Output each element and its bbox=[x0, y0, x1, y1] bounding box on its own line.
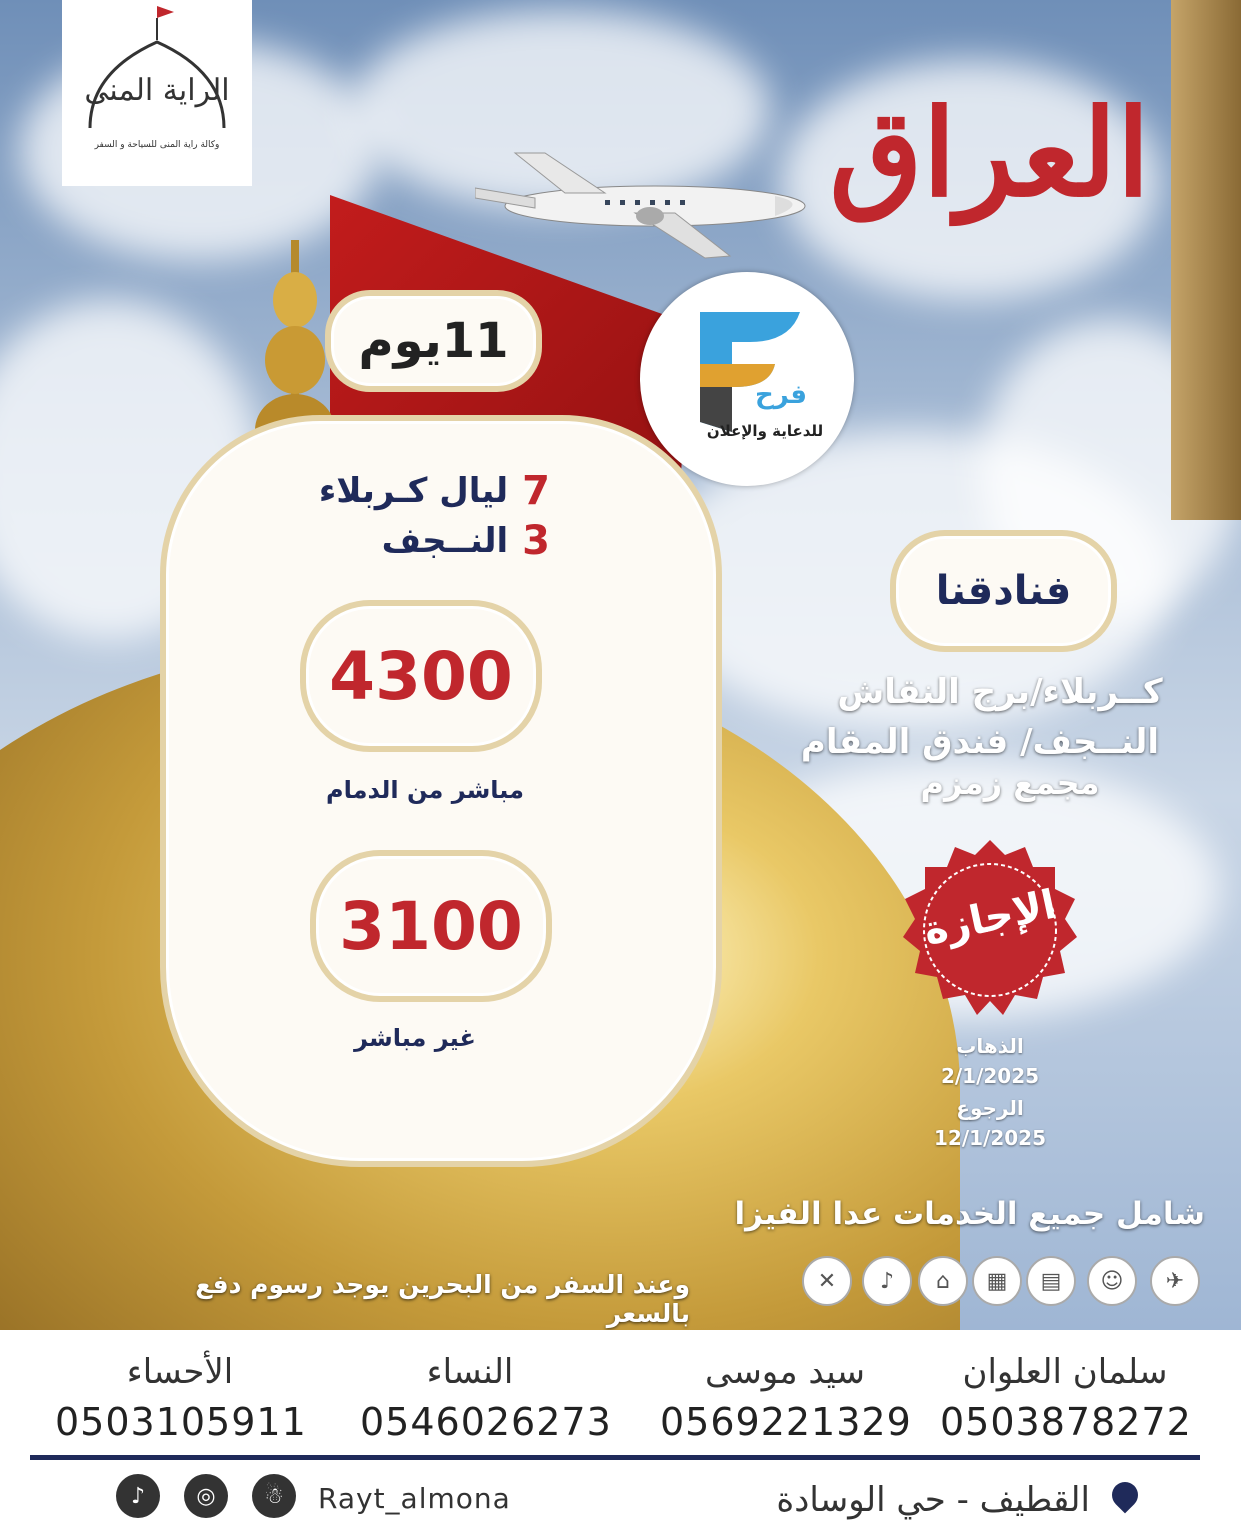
contact-phone[interactable]: 0569221329 bbox=[660, 1400, 912, 1444]
letter-f-icon bbox=[640, 272, 854, 486]
hotel-line: مجمع زمزم bbox=[920, 764, 1100, 802]
hotel-line: النــجف/ فندق المقام bbox=[800, 722, 1160, 762]
divider-line bbox=[30, 1455, 1200, 1460]
snapchat-icon[interactable]: ☃ bbox=[252, 1474, 296, 1518]
nights-list bbox=[290, 468, 550, 564]
return-label: الرجوع bbox=[956, 1096, 1024, 1120]
price-label: غير مباشر bbox=[354, 1024, 476, 1052]
return-date: 12/1/2025 bbox=[933, 1126, 1047, 1150]
contact-name: النساء bbox=[426, 1352, 514, 1392]
location-text: القطيف - حي الوسادة bbox=[776, 1480, 1090, 1520]
meal-icon: ✕ bbox=[802, 1256, 852, 1306]
contact-name: سلمان العلوان bbox=[962, 1352, 1168, 1392]
contact-phone[interactable]: 0503878272 bbox=[940, 1400, 1192, 1444]
duration-badge bbox=[325, 290, 542, 392]
contact-name: الأحساء bbox=[126, 1352, 234, 1392]
price-amount: 4300 bbox=[329, 637, 513, 715]
document-icon: ▤ bbox=[1026, 1256, 1076, 1306]
building-icon: ▦ bbox=[972, 1256, 1022, 1306]
tiktok-icon[interactable]: ♪ bbox=[116, 1474, 160, 1518]
destination-title: العراق bbox=[829, 83, 1150, 224]
nights-label: ليال كـربلاء bbox=[318, 471, 509, 511]
hotels-heading: فنادقنا bbox=[935, 568, 1072, 614]
nights-label: النــجف bbox=[381, 521, 509, 561]
price-amount: 3100 bbox=[339, 887, 523, 965]
social-handle[interactable]: Rayt_almona bbox=[318, 1482, 511, 1515]
services-text: شامل جميع الخدمات عدا الفيزا bbox=[734, 1196, 1205, 1232]
bahrain-note: وعند السفر من البحرين يوجد رسوم دفع بالسعر bbox=[195, 1270, 690, 1328]
tower-edge bbox=[1171, 0, 1241, 520]
partner-logo bbox=[640, 272, 854, 486]
trip-dates bbox=[900, 1034, 1080, 1150]
holiday-badge-text: الإجازة bbox=[919, 881, 1061, 955]
hotels-list bbox=[760, 672, 1200, 802]
departure-label: الذهاب bbox=[956, 1034, 1024, 1058]
nights-row bbox=[290, 468, 550, 514]
dome-logo-icon bbox=[62, 0, 252, 186]
departure-date: 2/1/2025 bbox=[940, 1064, 1040, 1088]
price-box-direct bbox=[300, 600, 542, 752]
nights-row bbox=[290, 518, 550, 564]
agency-logo bbox=[62, 0, 252, 186]
duration-text: 11يوم bbox=[358, 313, 509, 369]
partner-logo-subtitle: للدعاية والإعلان bbox=[706, 422, 824, 440]
price-box-indirect bbox=[310, 850, 552, 1002]
nights-count: 3 bbox=[522, 518, 550, 564]
partner-logo-text: فرح bbox=[755, 380, 807, 410]
instagram-icon[interactable]: ◎ bbox=[184, 1474, 228, 1518]
contact-phone[interactable]: 0503105911 bbox=[55, 1400, 307, 1444]
airplane-icon bbox=[475, 148, 815, 263]
hotel-line: كــربلاء/برج النقاش bbox=[837, 672, 1163, 712]
contact-phone[interactable]: 0546026273 bbox=[360, 1400, 612, 1444]
plane-icon: ✈ bbox=[1150, 1256, 1200, 1306]
svg-text:الراية المنى: الراية المنى bbox=[84, 73, 230, 108]
group-icon: ☺ bbox=[1087, 1256, 1137, 1306]
price-label: مباشر من الدمام bbox=[326, 776, 524, 804]
mosque-icon: ⌂ bbox=[918, 1256, 968, 1306]
nights-count: 7 bbox=[522, 468, 550, 514]
hotels-heading-box bbox=[890, 530, 1117, 652]
contact-name: سيد موسى bbox=[704, 1352, 865, 1392]
microphone-icon: ♪ bbox=[862, 1256, 912, 1306]
agency-logo-subtitle: وكالة راية المنى للسياحة و السفر bbox=[94, 140, 220, 150]
